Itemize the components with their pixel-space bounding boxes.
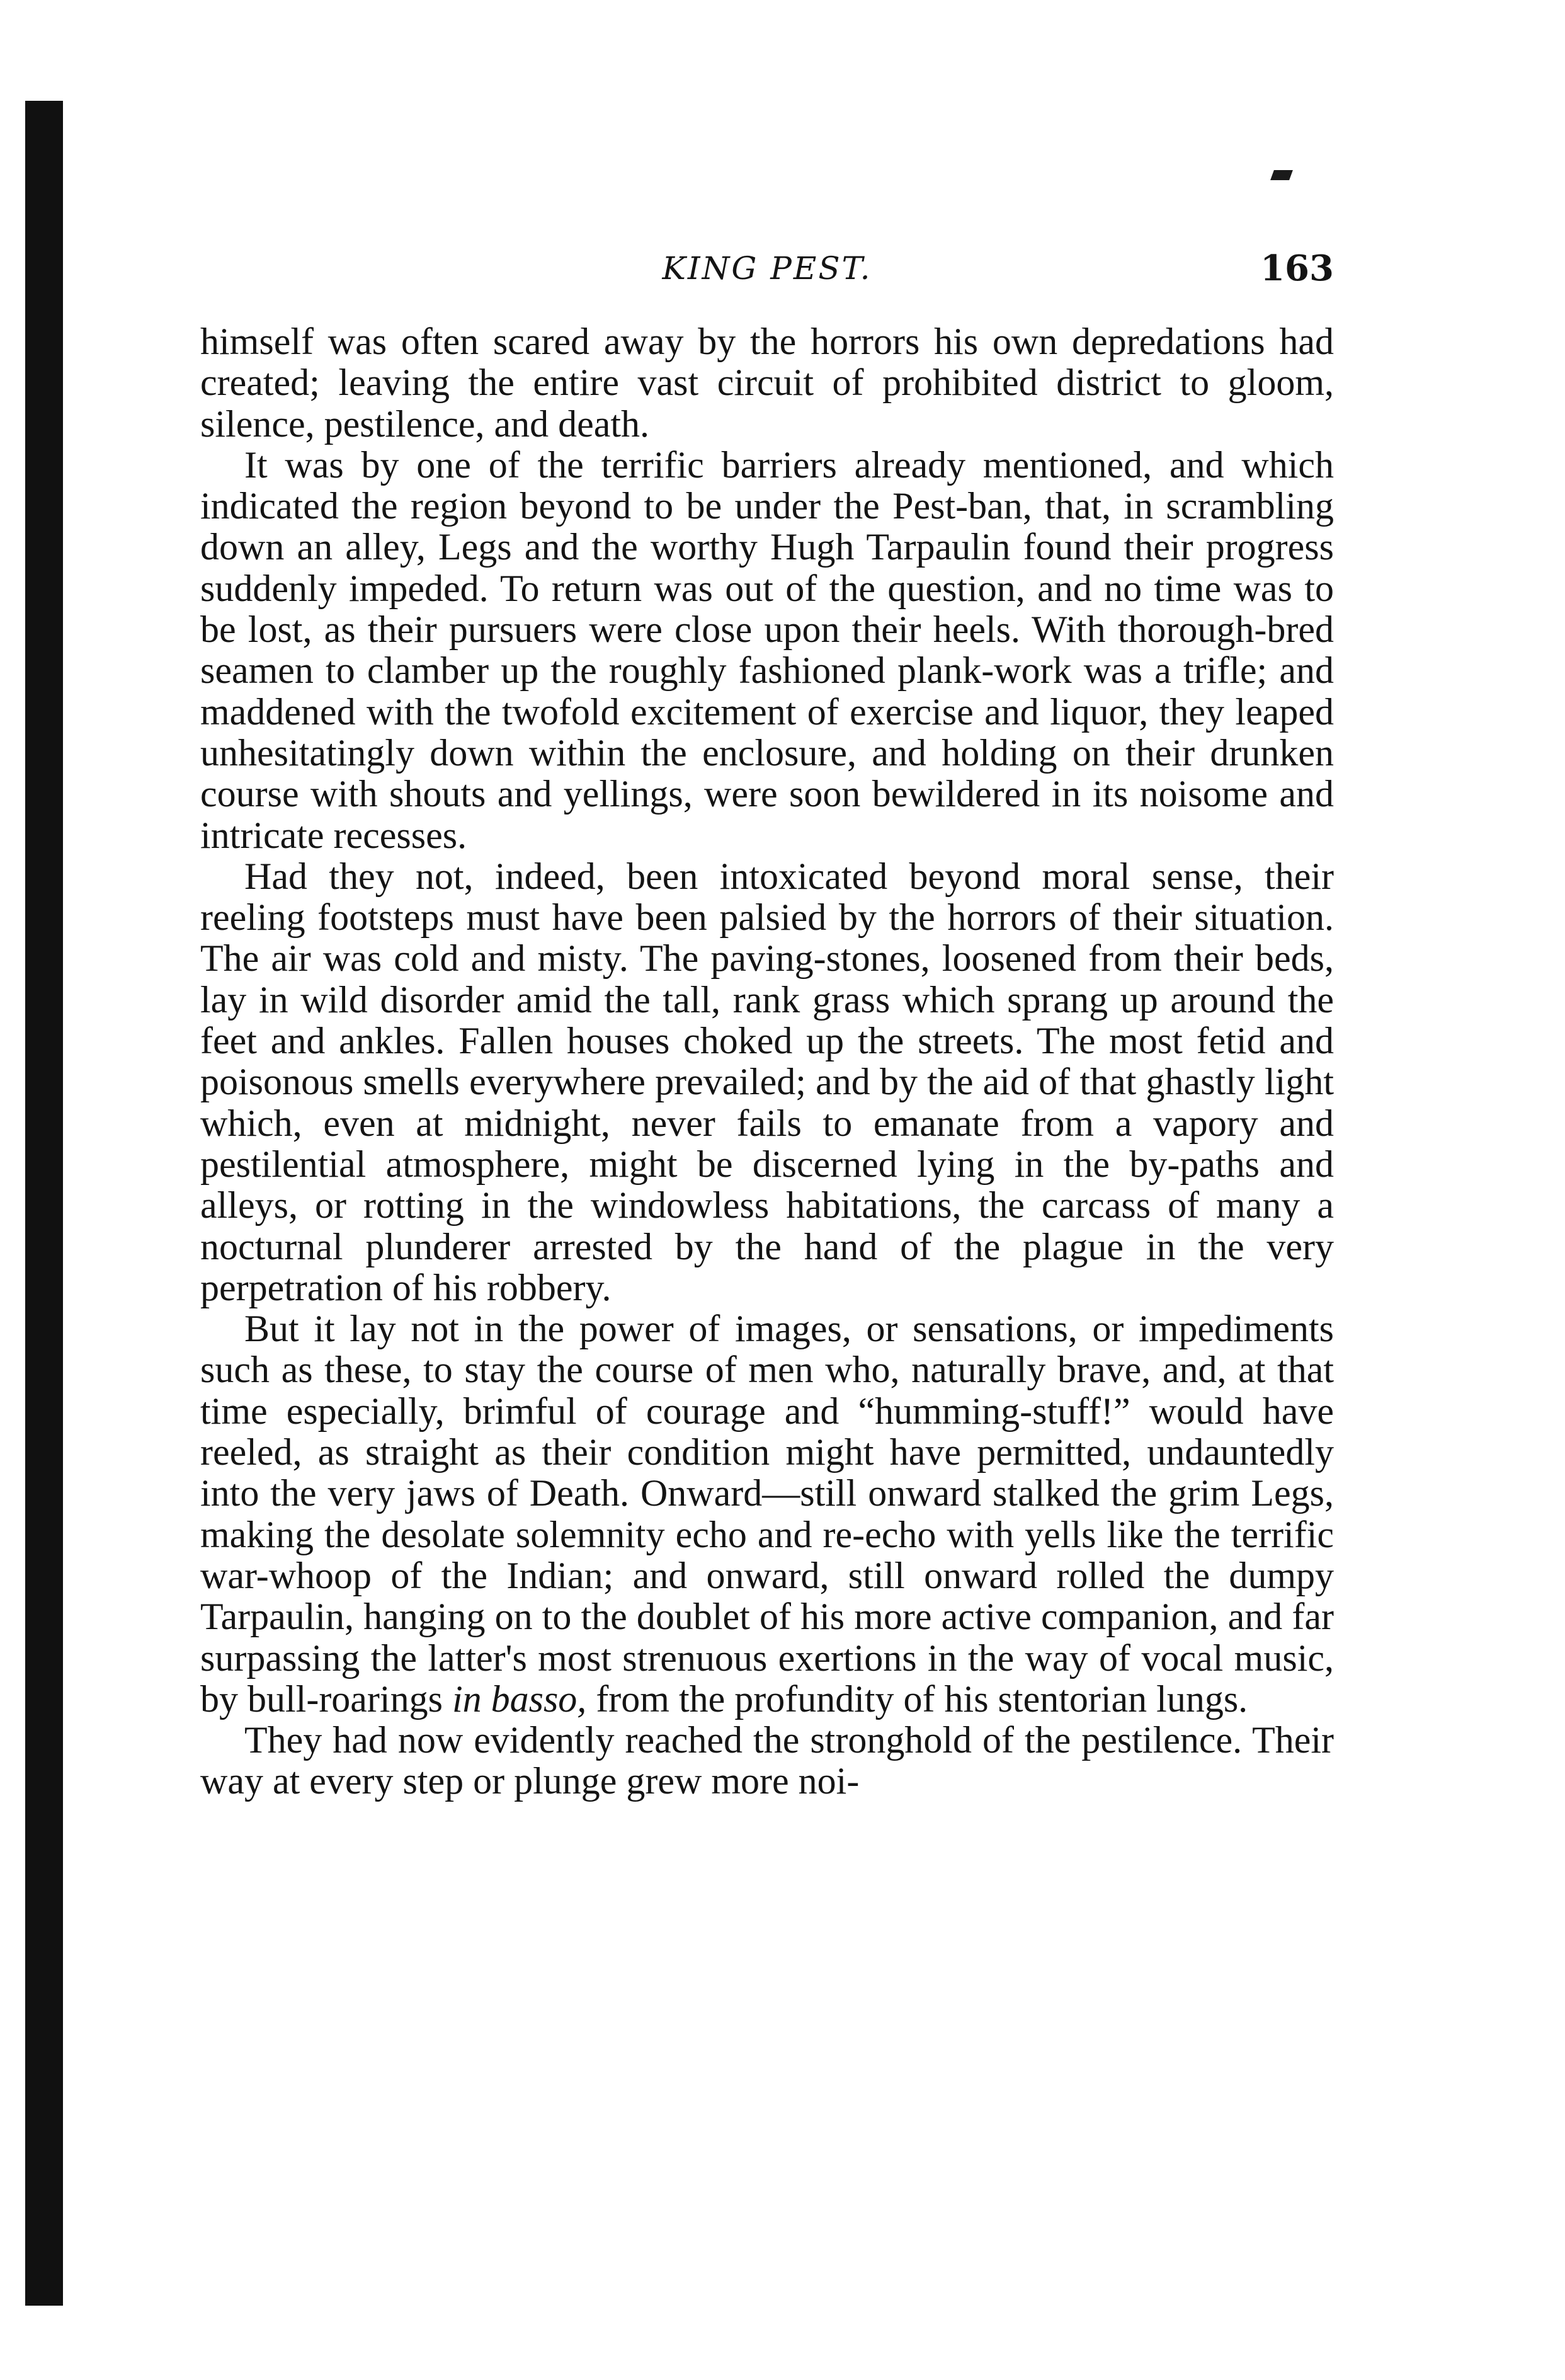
scan-mark — [1270, 170, 1293, 180]
page-binding-edge — [25, 101, 63, 2306]
page-header — [200, 243, 1334, 294]
paragraph-continuation: himself was often scared away by the horrors his own depredations had created; leaving the entire vast circuit of prohibited district to gloom, silence, pestilence, and death. — [200, 321, 1334, 445]
page-number: 163 — [1260, 248, 1334, 289]
paragraph-stronghold: They had now evidently reached the stronghold of the pestilence. Their way at every step or plunge grew more noi- — [200, 1719, 1334, 1802]
running-title: KING PEST. — [662, 250, 872, 287]
paragraph-onward — [200, 1308, 1334, 1720]
paragraph-barrier: It was by one of the terrific barriers already mentioned, and which indicated the region beyond to be under the Pest-ban, that, in scrambling down an alley, Legs and the worthy Hugh Tarpaulin found their progress suddenly impeded. To return was out of the question, and no time was to be lost, as their pursuers were close upon their heels. With thorough-bred seamen to clamber up the roughly fashioned plank-work was a trifle; and maddened with the twofold excitement of exercise and liquor, they leaped unhesitatingly down within the enclosure, and holding on their drunken course with shouts and yellings, were soon bewildered in its noisome and intricate recesses. — [200, 443, 1334, 856]
paragraph-onward-text: But it lay not in the power of images, or sensations, or impediments such as these, to stay the course of men who, naturally brave, and, at that time especially, brimful of courage and “humming-stuff!” would have reeled, as straight as their condition might have permitted, undauntedly into the very jaws of Death. Onward—still onward stalked the grim Legs, making the desolate solemnity echo and re-echo with yells like the terrific war-whoop of the Indian; and onward, still onward rolled the dumpy Tarpaulin, hanging on to the doublet of his more active companion, and far surpassing the latter's most strenuous exertions in the way of vocal music, by bull-roarings — [200, 1308, 1334, 1720]
paragraph-situation: Had they not, indeed, been intoxicated beyond moral sense, their reeling footsteps must have been palsied by the horrors of their situation. The air was cold and misty. The paving-stones, loosened from their beds, lay in wild disorder amid the tall, rank grass which sprang up around the feet and ankles. Fallen houses choked up the streets. The most fetid and poisonous smells everywhere prevailed; and by the aid of that ghastly light which, even at midnight, never fails to emanate from a vapory and pestilential atmosphere, might be discerned lying in the by-paths and alleys, or rotting in the windowless habitations, the carcass of many a nocturnal plunderer arrested by the hand of the plague in the very perpetration of his robbery. — [200, 855, 1334, 1308]
paragraph-onward-tail: from the profundity of his stentorian lungs. — [586, 1678, 1248, 1720]
body-text — [200, 321, 1334, 1802]
italic-phrase: in basso, — [452, 1678, 587, 1720]
